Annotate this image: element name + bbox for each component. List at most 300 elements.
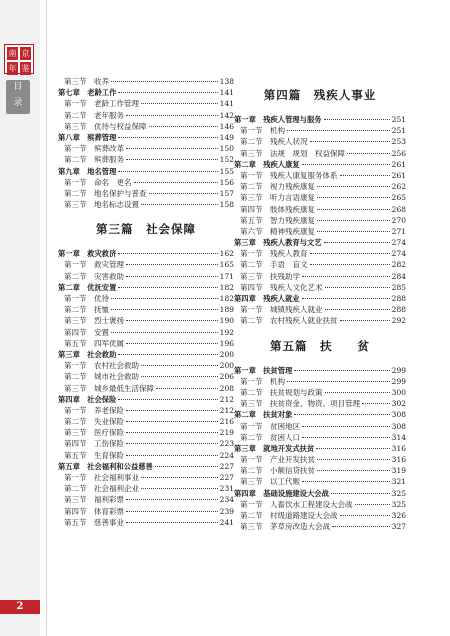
entry-heading	[234, 125, 285, 136]
entry-page-number: 189	[219, 305, 234, 315]
section-number: 第二节	[240, 511, 263, 520]
entry-title: 机构	[270, 126, 285, 136]
entry-page-number: 314	[391, 432, 406, 442]
entry-heading	[234, 170, 338, 181]
entry-heading	[234, 315, 338, 326]
toc-section-entry[interactable]	[58, 110, 234, 121]
entry-title: 第五章 社会福利和公益慈善	[58, 461, 153, 471]
entry-page-number: 138	[219, 77, 234, 86]
entry-page-number: 171	[219, 271, 234, 281]
entry-heading	[58, 154, 124, 165]
toc-section-entry[interactable]	[234, 376, 406, 387]
toc-section-entry[interactable]	[58, 304, 234, 315]
entry-title: 第一章 救灾救济	[58, 249, 117, 259]
entry-heading	[58, 383, 154, 394]
toc-section-entry[interactable]	[234, 454, 406, 465]
toc-section-entry[interactable]	[58, 494, 234, 505]
toc-chapter-entry[interactable]	[234, 114, 406, 125]
entry-title: 老龄工作管理	[94, 99, 139, 109]
toc-chapter-entry[interactable]	[234, 237, 406, 248]
toc-section-entry[interactable]	[58, 438, 234, 449]
dot-leader	[141, 204, 218, 205]
section-number: 第二节	[240, 466, 263, 476]
entry-title: 地名标志设置	[94, 200, 139, 210]
entry-heading	[234, 421, 300, 432]
entry-page-number: 208	[219, 383, 234, 393]
entry-page-number: 274	[391, 249, 406, 259]
section-number: 第二节	[64, 188, 87, 198]
toc-section-entry[interactable]	[234, 499, 406, 510]
entry-page-number: 152	[219, 155, 234, 165]
toc-section-entry[interactable]	[58, 293, 234, 304]
entry-page-number: 224	[219, 450, 234, 460]
dot-leader	[141, 365, 218, 366]
entry-page-number: 268	[391, 204, 406, 214]
dot-leader	[134, 182, 218, 183]
toc-chapter-entry[interactable]	[58, 394, 234, 405]
toc-section-entry[interactable]	[58, 416, 234, 427]
entry-title: 视力残疾康复	[270, 182, 315, 192]
entry-heading	[58, 188, 147, 199]
toc-section-entry[interactable]	[58, 121, 234, 132]
part-heading: 第五篇 扶 贫	[270, 338, 370, 353]
toc-section-entry[interactable]	[58, 259, 234, 270]
toc-left-column	[58, 76, 234, 528]
dot-leader	[340, 175, 390, 176]
dot-leader	[126, 522, 218, 523]
dot-leader	[111, 309, 218, 310]
entry-heading	[58, 416, 124, 427]
entry-page-number: 150	[219, 144, 234, 154]
entry-page-number: 325	[391, 488, 406, 498]
entry-heading	[234, 488, 329, 499]
entry-page-number: 212	[219, 405, 234, 415]
toc-chapter-entry[interactable]	[234, 443, 406, 454]
toc-section-entry[interactable]	[234, 304, 406, 315]
entry-title: 农村残疾人就业扶贫	[270, 316, 338, 326]
toc-section-entry[interactable]	[58, 315, 234, 326]
entry-heading	[234, 114, 322, 125]
entry-page-number: 146	[219, 121, 234, 131]
entry-page-number: 192	[219, 327, 234, 337]
toc-chapter-entry[interactable]	[234, 365, 406, 376]
entry-heading	[58, 98, 139, 109]
entry-heading	[234, 304, 323, 315]
dot-leader	[141, 488, 218, 489]
entry-heading	[234, 365, 292, 376]
entry-page-number: 270	[391, 215, 406, 225]
dot-leader	[316, 448, 389, 449]
dot-leader	[126, 148, 218, 149]
entry-page-number: 299	[391, 376, 406, 386]
dot-leader	[118, 399, 217, 400]
toc-section-entry[interactable]	[58, 154, 234, 165]
section-number: 第一节	[240, 305, 263, 315]
dot-leader	[302, 276, 390, 277]
toc-chapter-entry[interactable]	[58, 349, 234, 360]
toc-section-entry[interactable]	[58, 450, 234, 461]
entry-heading	[58, 371, 139, 382]
section-number: 第三节	[64, 428, 87, 438]
entry-title: 第二章 优抚安置	[58, 282, 117, 292]
toc-section-entry[interactable]	[58, 177, 234, 188]
section-number: 第二节	[64, 305, 87, 315]
entry-heading	[234, 454, 315, 465]
entry-title: 手语 盲文	[270, 260, 308, 270]
entry-title: 第三章 残疾人教育与文艺	[234, 238, 322, 248]
toc-section-entry[interactable]	[58, 271, 234, 282]
entry-page-number: 256	[391, 148, 406, 158]
toc-chapter-entry[interactable]	[234, 293, 406, 304]
entry-title: 产业开发扶贫	[270, 455, 315, 465]
dot-leader	[126, 159, 218, 160]
toc-section-entry[interactable]	[58, 188, 234, 199]
entry-heading	[58, 472, 139, 483]
logo-char: 鉴	[21, 64, 30, 73]
entry-heading	[58, 338, 124, 349]
toc-section-entry[interactable]	[234, 315, 406, 326]
entry-heading	[234, 476, 300, 487]
dot-leader	[111, 298, 218, 299]
entry-heading	[58, 271, 124, 282]
entry-title: 第一章 残疾人管理与服务	[234, 115, 322, 124]
dot-leader	[347, 153, 390, 154]
entry-title: 残疾人状况	[270, 137, 308, 147]
entry-page-number: 239	[219, 506, 234, 516]
entry-title: 收养	[94, 77, 109, 86]
toc-section-entry[interactable]	[234, 282, 406, 293]
entry-page-number: 288	[391, 305, 406, 315]
entry-heading	[58, 110, 124, 121]
section-number: 第一节	[240, 376, 263, 386]
dot-leader	[141, 376, 218, 377]
toc-section-entry[interactable]	[234, 476, 406, 487]
section-number: 第三节	[64, 316, 87, 326]
entry-title: 城镇残疾人就业	[270, 305, 323, 315]
toc-section-entry[interactable]	[234, 226, 406, 237]
entry-heading	[58, 282, 116, 293]
toc-chapter-entry[interactable]	[58, 87, 234, 98]
section-number: 第一节	[240, 499, 263, 509]
entry-page-number: 162	[219, 249, 234, 259]
toc-section-entry[interactable]	[58, 98, 234, 109]
entry-heading	[58, 517, 124, 528]
dot-leader	[302, 437, 390, 438]
section-number: 第五节	[64, 338, 87, 348]
section-number: 第三节	[64, 383, 87, 393]
side-divider	[46, 0, 47, 636]
toc-section-entry[interactable]	[58, 405, 234, 416]
toc-section-entry[interactable]	[234, 259, 406, 270]
logo-char: 南	[8, 49, 17, 58]
toc-chapter-entry[interactable]	[58, 282, 234, 293]
toc-section-entry[interactable]	[58, 427, 234, 438]
entry-heading	[58, 259, 124, 270]
entry-heading	[234, 248, 308, 259]
entry-page-number: 288	[391, 294, 406, 303]
entry-page-number: 149	[219, 132, 234, 142]
section-number: 第四节	[64, 439, 87, 449]
entry-heading	[58, 177, 132, 188]
dot-leader	[340, 515, 390, 516]
entry-title: 第四章 社会保险	[58, 394, 117, 404]
entry-page-number: 158	[219, 200, 234, 210]
entry-page-number: 321	[391, 477, 406, 487]
entry-title: 扶残助学	[270, 271, 300, 281]
entry-heading	[234, 192, 315, 203]
entry-title: 社会福利企业	[94, 484, 139, 494]
toc-section-entry[interactable]	[234, 192, 406, 203]
entry-title: 福利彩票	[94, 495, 124, 505]
toc-section-entry[interactable]	[234, 421, 406, 432]
entry-heading	[234, 376, 285, 387]
entry-heading	[234, 215, 315, 226]
dot-leader	[111, 81, 218, 82]
entry-title: 村级道路建设大会战	[270, 511, 338, 520]
entry-page-number: 292	[391, 316, 406, 326]
toc-section-entry[interactable]	[234, 387, 406, 398]
section-number: 第一节	[64, 177, 87, 187]
entry-title: 第二章 扶贫对象	[234, 410, 293, 420]
entry-heading	[234, 181, 315, 192]
entry-heading	[58, 394, 116, 405]
dot-leader	[310, 141, 390, 142]
dot-leader	[302, 298, 390, 299]
entry-title: 灾害救助	[94, 271, 124, 281]
logo-char: 年	[8, 64, 17, 73]
dot-leader	[317, 209, 390, 210]
dot-leader	[141, 477, 218, 478]
entry-title: 扶贫规划与政策	[270, 387, 323, 397]
entry-title: 小额信贷扶贫	[270, 466, 315, 476]
entry-title: 第八章 殡葬管理	[58, 132, 117, 142]
entry-title: 茅草房改造大会战	[270, 522, 330, 532]
entry-title: 第七章 老龄工作	[58, 88, 117, 98]
section-number: 第四节	[240, 282, 263, 292]
toc-section-entry[interactable]	[58, 76, 234, 87]
toc-section-entry[interactable]	[58, 506, 234, 517]
entry-title: 殡葬改革	[94, 144, 124, 154]
entry-title: 第三章 就地开发式扶贫	[234, 443, 315, 453]
dot-leader	[362, 403, 390, 404]
yearbook-logo	[4, 44, 34, 74]
entry-page-number: 206	[219, 372, 234, 382]
dot-leader	[126, 443, 218, 444]
dot-leader	[302, 164, 390, 165]
section-number: 第一节	[240, 421, 263, 431]
section-number: 第三节	[240, 522, 263, 532]
section-number: 第一节	[64, 361, 87, 371]
toc-chapter-entry[interactable]	[58, 166, 234, 177]
toc-section-entry[interactable]	[234, 398, 406, 409]
toc-section-entry[interactable]	[234, 521, 406, 532]
toc-section-entry[interactable]	[234, 510, 406, 521]
toc-section-entry[interactable]	[234, 465, 406, 476]
dot-leader	[126, 320, 218, 321]
section-number: 第二节	[240, 260, 263, 270]
entry-page-number: 200	[219, 349, 234, 359]
section-number: 第二节	[64, 417, 87, 427]
entry-heading	[234, 443, 314, 454]
toc-section-entry[interactable]	[58, 517, 234, 528]
entry-page-number: 200	[219, 361, 234, 371]
dot-leader	[325, 287, 390, 288]
toc-section-entry[interactable]	[234, 271, 406, 282]
section-number: 第四节	[240, 204, 263, 214]
dot-leader	[126, 264, 218, 265]
toc-section-entry[interactable]	[58, 327, 234, 338]
toc-section-entry[interactable]	[234, 181, 406, 192]
dot-leader	[310, 253, 390, 254]
entry-heading	[234, 521, 330, 532]
section-number: 第一节	[64, 99, 87, 109]
entry-page-number: 157	[219, 188, 234, 198]
entry-heading	[58, 438, 124, 449]
toc-section-entry[interactable]	[234, 136, 406, 147]
entry-title: 地名保护与普查	[94, 188, 147, 198]
section-number: 第二节	[64, 372, 87, 382]
toc-section-entry[interactable]	[234, 170, 406, 181]
entry-page-number: 227	[219, 461, 234, 471]
side-tab-char: 录	[13, 98, 23, 108]
section-number: 第二节	[64, 155, 87, 165]
entry-heading	[234, 204, 315, 215]
entry-heading	[234, 136, 308, 147]
section-number: 第二节	[240, 316, 263, 326]
section-number: 第二节	[240, 182, 263, 192]
dot-leader	[287, 130, 390, 131]
entry-title: 残疾人文化艺术	[270, 282, 323, 292]
entry-title: 殡葬服务	[94, 155, 124, 165]
dot-leader	[324, 119, 390, 120]
entry-page-number: 319	[391, 466, 406, 476]
entry-page-number: 308	[391, 410, 406, 420]
entry-page-number: 231	[219, 484, 234, 494]
entry-heading	[234, 259, 308, 270]
entry-title: 养老保险	[94, 405, 124, 415]
entry-title: 残疾人教育	[270, 249, 308, 259]
entry-heading	[58, 121, 147, 132]
toc-chapter-entry[interactable]	[58, 248, 234, 259]
dot-leader	[355, 504, 390, 505]
entry-title: 肢体残疾康复	[270, 204, 315, 214]
entry-page-number: 141	[219, 99, 234, 109]
dot-leader	[126, 343, 218, 344]
entry-title: 贫困地区	[270, 421, 300, 431]
entry-title: 机构	[270, 376, 285, 386]
dot-leader	[118, 92, 217, 93]
section-number: 第三节	[64, 121, 87, 131]
entry-page-number: 182	[219, 294, 234, 303]
entry-page-number: 234	[219, 495, 234, 505]
toc-section-entry[interactable]	[58, 483, 234, 494]
dot-leader	[302, 426, 390, 427]
page-number: 2	[0, 600, 40, 614]
toc-section-entry[interactable]	[58, 371, 234, 382]
toc-section-entry[interactable]	[234, 248, 406, 259]
entry-title: 社会福利事业	[94, 473, 139, 482]
section-number: 第一节	[240, 126, 263, 136]
entry-heading	[58, 494, 124, 505]
entry-page-number: 253	[391, 137, 406, 147]
section-number: 第一节	[64, 144, 87, 154]
dot-leader	[126, 276, 218, 277]
entry-heading	[58, 483, 139, 494]
entry-heading	[234, 282, 323, 293]
entry-heading	[58, 360, 139, 371]
toc-section-entry[interactable]	[58, 143, 234, 154]
entry-heading	[58, 405, 124, 416]
toc-chapter-entry[interactable]	[58, 461, 234, 472]
dot-leader	[317, 231, 390, 232]
entry-title: 工伤保险	[94, 439, 124, 449]
toc-section-entry[interactable]	[234, 215, 406, 226]
toc-chapter-entry[interactable]	[234, 488, 406, 499]
dot-leader	[294, 414, 389, 415]
toc-section-entry[interactable]	[58, 472, 234, 483]
dot-leader	[317, 470, 390, 471]
toc-chapter-entry[interactable]	[234, 409, 406, 420]
toc-section-entry[interactable]	[58, 199, 234, 210]
section-number: 第二节	[64, 110, 87, 120]
entry-page-number: 302	[391, 399, 406, 409]
dot-leader	[118, 171, 217, 172]
toc-section-entry[interactable]	[234, 148, 406, 159]
entry-heading	[58, 199, 139, 210]
section-number: 第二节	[240, 387, 263, 397]
entry-title: 体育彩票	[94, 506, 124, 516]
dot-leader	[118, 354, 217, 355]
entry-page-number: 156	[219, 177, 234, 187]
entry-title: 以工代赈	[270, 477, 300, 487]
toc-section-entry[interactable]	[234, 125, 406, 136]
entry-heading	[234, 398, 360, 409]
toc-section-entry[interactable]	[58, 383, 234, 394]
dot-leader	[118, 253, 217, 254]
entry-page-number: 316	[391, 443, 406, 453]
dot-leader	[325, 392, 390, 393]
toc-chapter-entry[interactable]	[58, 132, 234, 143]
toc-section-entry[interactable]	[234, 204, 406, 215]
entry-title: 人畜饮水工程建设大会战	[270, 499, 353, 509]
entry-title: 烈士褒扬	[94, 316, 124, 326]
toc-section-entry[interactable]	[58, 360, 234, 371]
toc-section-entry[interactable]	[234, 432, 406, 443]
entry-page-number: 219	[219, 428, 234, 438]
dot-leader	[126, 421, 218, 422]
entry-title: 精神残疾康复	[270, 226, 315, 236]
entry-title: 农村社会救助	[94, 361, 139, 371]
entry-heading	[234, 387, 323, 398]
entry-title: 城市社会救助	[94, 372, 139, 382]
dot-leader	[332, 526, 390, 527]
entry-page-number: 251	[391, 126, 406, 136]
entry-heading	[234, 465, 315, 476]
section-number: 第五节	[64, 517, 87, 527]
toc-right-column	[234, 76, 406, 532]
entry-title: 贫困人口	[270, 432, 300, 442]
entry-heading	[58, 293, 109, 304]
toc-chapter-entry[interactable]	[234, 159, 406, 170]
toc-section-entry[interactable]	[58, 338, 234, 349]
entry-heading	[58, 349, 116, 360]
section-number: 第三节	[64, 200, 87, 210]
dot-leader	[126, 511, 218, 512]
entry-title: 城乡最低生活保障	[94, 383, 154, 393]
section-number: 第一节	[240, 249, 263, 259]
dot-leader	[149, 193, 218, 194]
entry-heading	[58, 76, 109, 87]
